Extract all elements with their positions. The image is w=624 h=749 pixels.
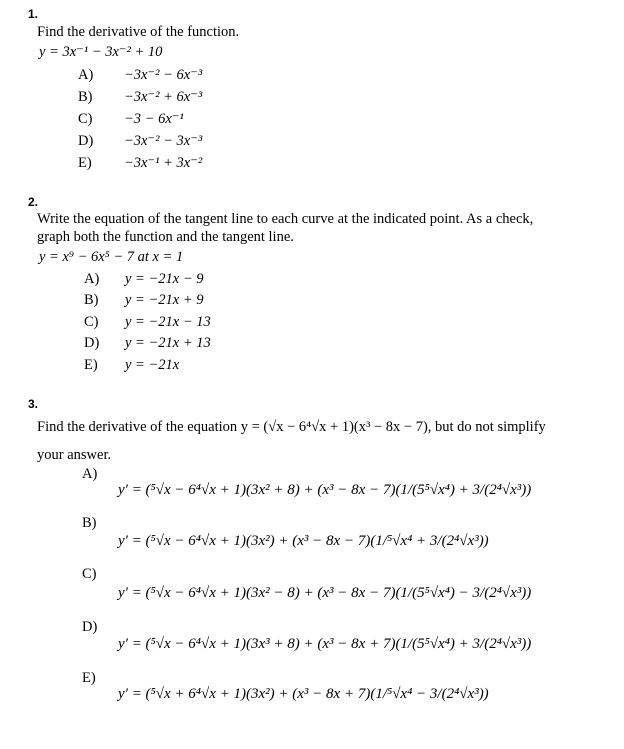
q2-option-d-text: y = −21x + 13 xyxy=(125,335,211,351)
question-2-prompt-line1: Write the equation of the tangent line to each curve at the indicated point. As a check, xyxy=(37,211,534,227)
q3-option-d-text: y′ = (⁵√x − 6⁴√x + 1)(3x³ + 8) + (x³ − 8x + 7)(1/(5⁵√x⁴) + 3/(2⁴√x³)) xyxy=(118,636,532,652)
q3-option-e-text: y′ = (⁵√x + 6⁴√x + 1)(3x²) + (x³ − 8x + 7)(1/⁵√x⁴ − 3/(2⁴√x³)) xyxy=(118,686,489,702)
q2-option-a-text: y = −21x − 9 xyxy=(125,271,204,287)
q1-option-d-label[interactable]: D) xyxy=(78,133,94,149)
q3-option-b-label[interactable]: B) xyxy=(82,515,97,531)
question-1-prompt: Find the derivative of the function. xyxy=(37,24,240,40)
q2-option-e-text: y = −21x xyxy=(125,357,180,373)
question-2-prompt-line2: graph both the function and the tangent line. xyxy=(37,229,294,245)
q1-option-d-text: −3x⁻² − 3x⁻³ xyxy=(124,133,203,149)
q1-option-e-label[interactable]: E) xyxy=(78,155,92,171)
q3-option-b-text: y′ = (⁵√x − 6⁴√x + 1)(3x²) + (x³ − 8x − 7)(1/⁵√x⁴ + 3/(2⁴√x³)) xyxy=(118,533,489,549)
q2-option-e-label[interactable]: E) xyxy=(84,357,98,373)
q3-option-a-text: y′ = (⁵√x − 6⁴√x + 1)(3x² + 8) + (x³ − 8x − 7)(1/(5⁵√x⁴) + 3/(2⁴√x³)) xyxy=(118,482,532,498)
q3-option-a-label[interactable]: A) xyxy=(82,466,98,482)
question-1-number: 1. xyxy=(28,7,39,21)
q2-option-b-text: y = −21x + 9 xyxy=(125,292,204,308)
q1-option-c-text: −3 − 6x⁻¹ xyxy=(124,111,184,127)
question-3-prompt-line2: your answer. xyxy=(37,447,112,463)
question-2-equation: y = x⁹ − 6x⁵ − 7 at x = 1 xyxy=(39,249,184,265)
q2-option-d-label[interactable]: D) xyxy=(84,335,100,351)
q1-option-a-label[interactable]: A) xyxy=(78,67,94,83)
q1-option-e-text: −3x⁻¹ + 3x⁻² xyxy=(124,155,203,171)
q1-option-c-label[interactable]: C) xyxy=(78,111,93,127)
question-1-equation: y = 3x⁻¹ − 3x⁻² + 10 xyxy=(39,44,163,60)
question-3-number: 3. xyxy=(28,397,39,411)
q3-option-e-label[interactable]: E) xyxy=(82,670,96,686)
q2-option-c-label[interactable]: C) xyxy=(84,314,99,330)
question-2-number: 2. xyxy=(28,195,39,209)
q3-option-d-label[interactable]: D) xyxy=(82,619,98,635)
q3-option-c-label[interactable]: C) xyxy=(82,566,97,582)
q2-option-a-label[interactable]: A) xyxy=(84,271,100,287)
q2-option-c-text: y = −21x − 13 xyxy=(125,314,211,330)
q1-option-b-text: −3x⁻² + 6x⁻³ xyxy=(124,89,203,105)
q1-option-b-label[interactable]: B) xyxy=(78,89,93,105)
question-3-prompt-line1: Find the derivative of the equation y = (√x − 6⁴√x + 1)(x³ − 8x − 7), but do not simplify xyxy=(37,419,546,435)
q1-option-a-text: −3x⁻² − 6x⁻³ xyxy=(124,67,203,83)
q2-option-b-label[interactable]: B) xyxy=(84,292,99,308)
q3-option-c-text: y′ = (⁵√x − 6⁴√x + 1)(3x² − 8) + (x³ − 8x − 7)(1/(5⁵√x⁴) − 3/(2⁴√x³)) xyxy=(118,585,532,601)
